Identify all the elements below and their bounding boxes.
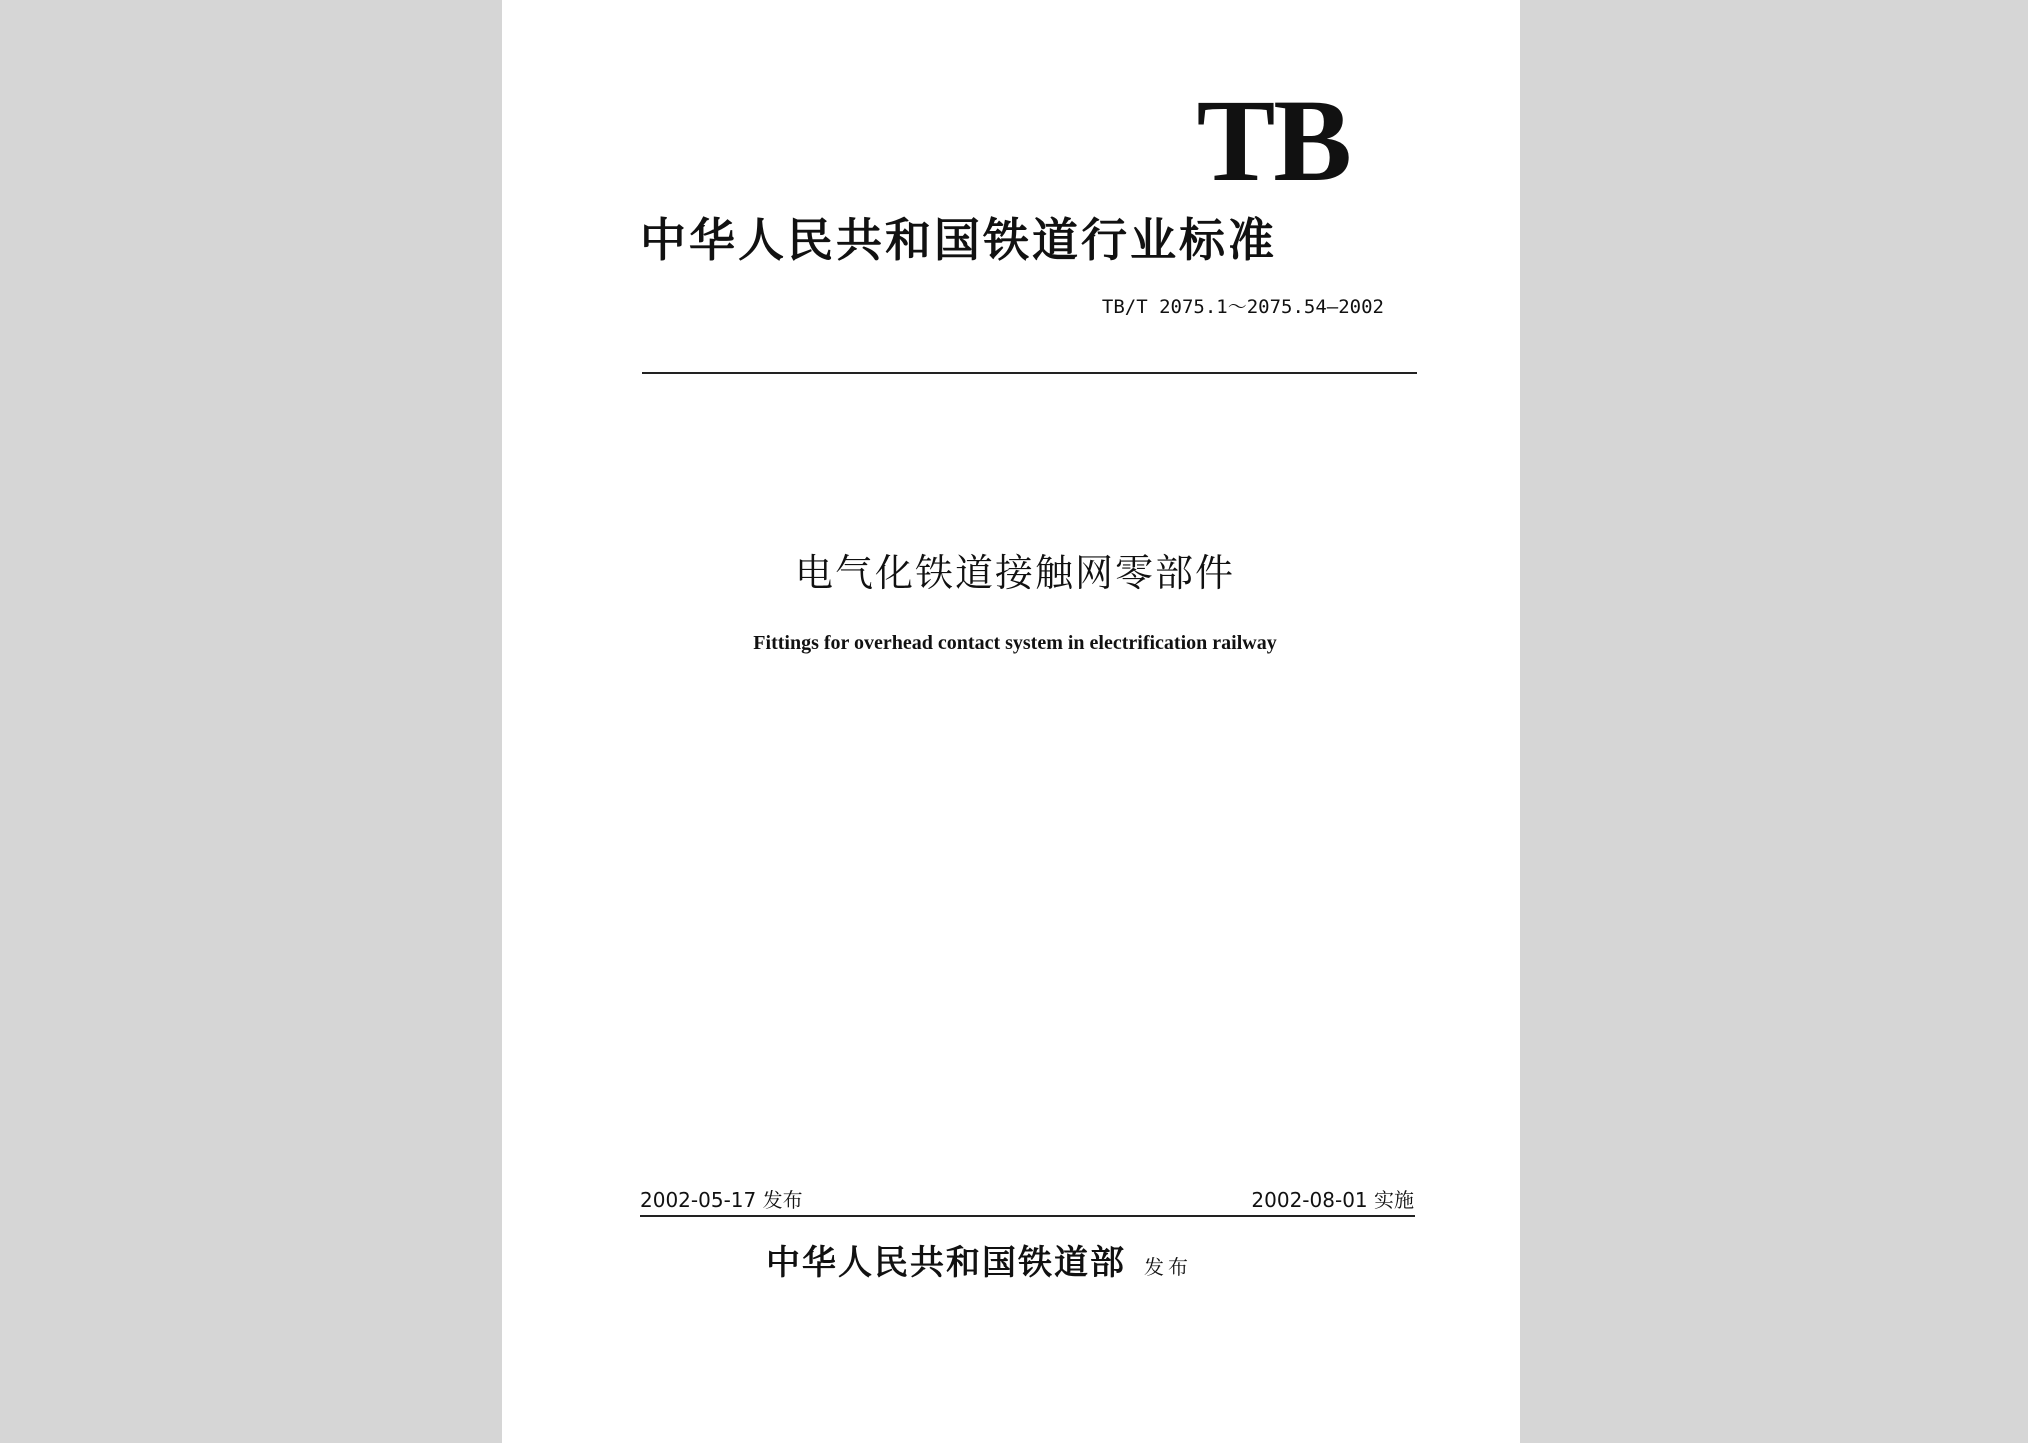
issuer-suffix: 发布: [1144, 1255, 1192, 1279]
issuer-line: [766, 1240, 1192, 1290]
document-title-english: Fittings for overhead contact system in electrification railway: [753, 632, 1277, 654]
document-title-chinese: 电气化铁道接触网零部件: [794, 551, 1235, 595]
issuer-name: 中华人民共和国铁道部: [766, 1243, 1126, 1283]
header-divider: [642, 372, 1417, 374]
footer-divider: [640, 1215, 1415, 1217]
standard-category-heading: 中华人民共和国铁道行业标准: [640, 213, 1277, 267]
tb-logo: TB: [1196, 75, 1350, 206]
issue-date: 2002-05-17 发布: [640, 1188, 803, 1212]
standard-code: TB/T 2075.1～2075.54—2002: [1101, 296, 1384, 318]
implementation-date: 2002-08-01 实施: [1251, 1188, 1414, 1212]
